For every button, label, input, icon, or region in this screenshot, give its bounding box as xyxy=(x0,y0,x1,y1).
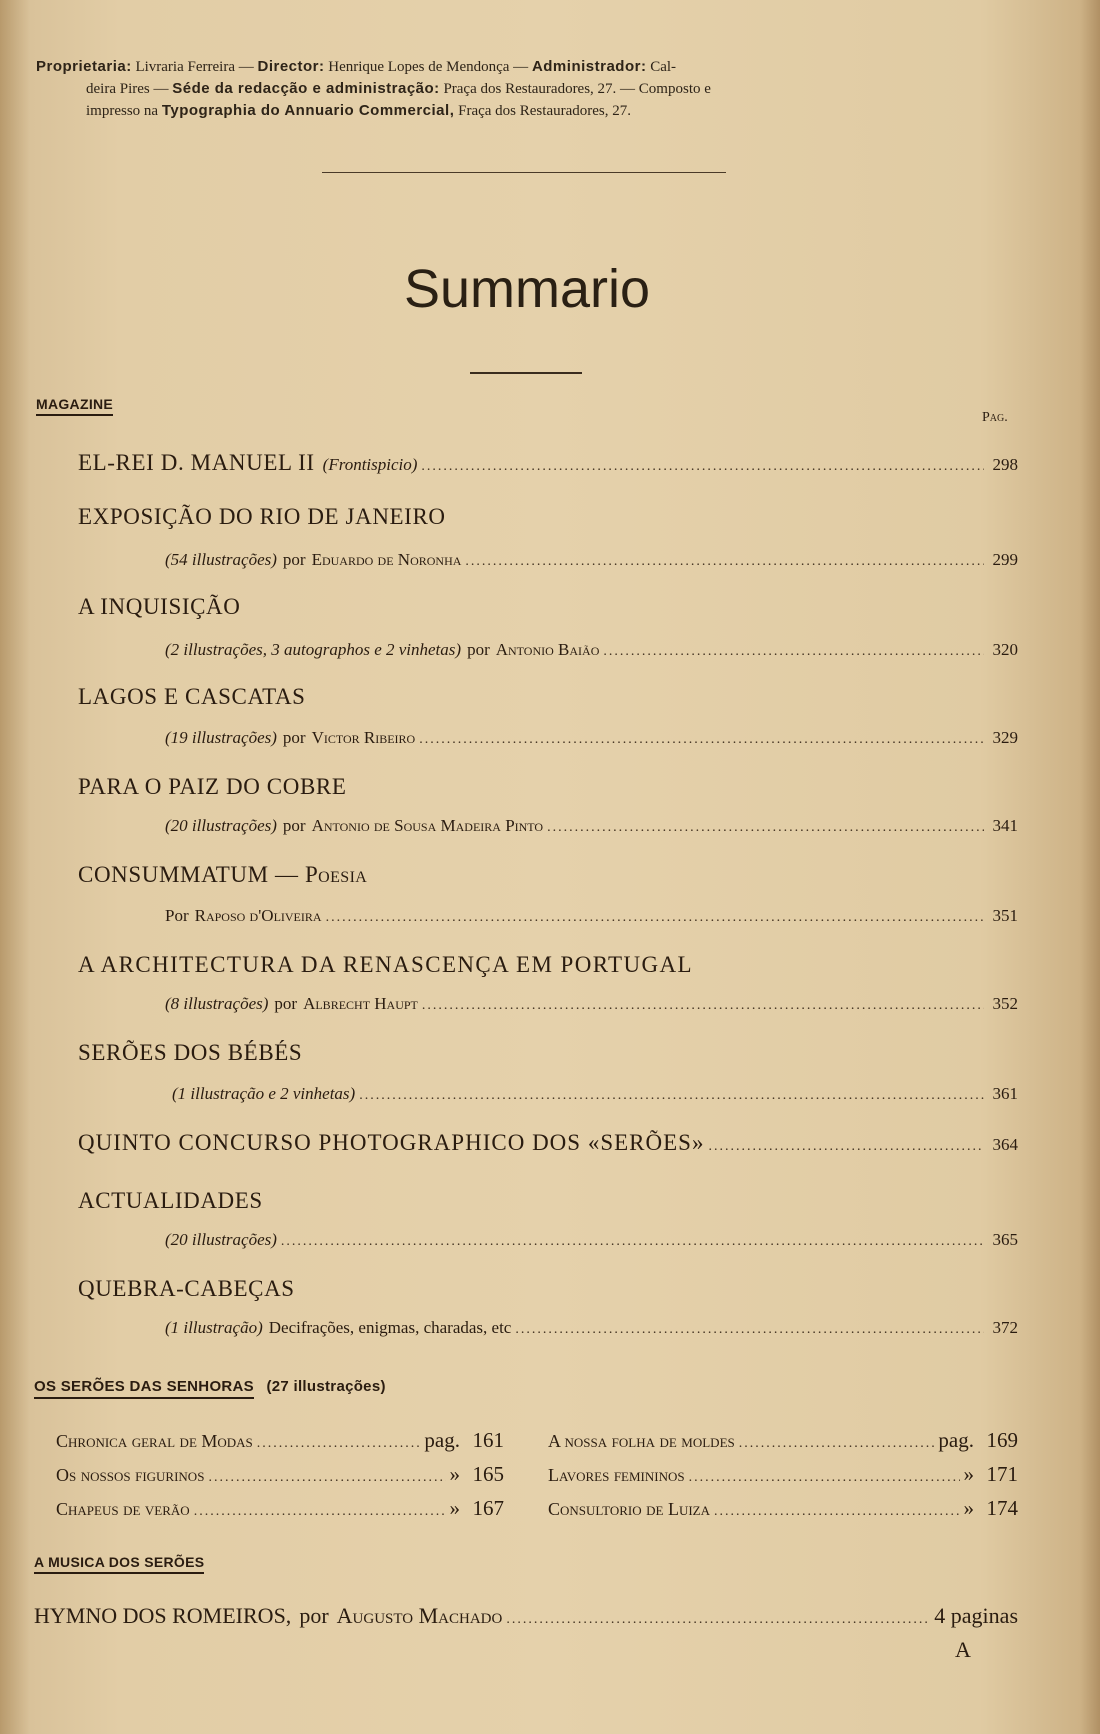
impresso-prefix: impresso na xyxy=(86,103,159,119)
leader-dots xyxy=(359,1088,984,1104)
toc-entry-title[interactable]: SERÕES DOS BÉBÉS xyxy=(78,1040,303,1065)
toc-entry-title[interactable]: EXPOSIÇÃO DO RIO DE JANEIRO xyxy=(78,504,446,529)
toc-entry-desc: (20 illustrações) xyxy=(165,816,277,835)
sede-value: Praça dos Restauradores, 27. — Composto e xyxy=(443,81,711,97)
section-magazine-label: MAGAZINE xyxy=(36,396,113,416)
toc-entry-page: 372 xyxy=(992,1318,1018,1337)
toc-entry-desc: (2 illustrações, 3 autographos e 2 vinhetas) xyxy=(165,640,462,659)
director-value: Henrique Lopes de Mendonça — xyxy=(328,59,529,75)
senhoras-entry[interactable] xyxy=(56,1462,504,1487)
leader-dots xyxy=(603,644,984,660)
senhoras-entry[interactable] xyxy=(56,1496,504,1521)
proprietaria-label: Proprietaria: xyxy=(36,58,132,75)
typographia-value: Fraça dos Restauradores, 27. xyxy=(458,103,631,119)
toc-entry[interactable] xyxy=(78,1130,1018,1156)
title-divider xyxy=(470,372,582,374)
senhoras-entry[interactable] xyxy=(56,1428,504,1453)
toc-entry-page: 298 xyxy=(992,455,1018,474)
section-musica xyxy=(34,1554,204,1570)
signature-mark: A xyxy=(955,1637,971,1662)
toc-entry-author: Victor Ribeiro xyxy=(311,728,416,747)
section-senhoras xyxy=(34,1378,386,1395)
senhoras-entry[interactable] xyxy=(548,1462,1018,1487)
toc-entry-desc: (1 illustração) xyxy=(165,1318,263,1337)
publisher-note-line-1 xyxy=(36,56,1036,78)
senhoras-entry[interactable] xyxy=(548,1496,1018,1521)
senhoras-entry-page: 169 xyxy=(986,1428,1018,1452)
toc-entry-author: Eduardo de Noronha xyxy=(311,550,462,569)
toc-entry[interactable] xyxy=(78,450,1018,476)
senhoras-entry-page: 174 xyxy=(986,1496,1018,1520)
toc-entry-detail xyxy=(165,640,1018,660)
leader-dots xyxy=(739,1436,935,1452)
toc-entry-page: 364 xyxy=(992,1135,1018,1154)
toc-entry-title: QUINTO CONCURSO PHOTOGRAPHICO DOS «SERÕES» xyxy=(78,1130,705,1155)
top-divider xyxy=(322,172,726,173)
toc-entry-page: 320 xyxy=(992,640,1018,659)
musica-pages: 4 paginas xyxy=(934,1603,1018,1628)
toc-entry-desc: (20 illustrações) xyxy=(165,1230,277,1249)
toc-entry-desc: (1 illustração e 2 vinhetas) xyxy=(172,1084,356,1103)
toc-entry-title-main: CONSUMMATUM — xyxy=(78,862,299,887)
publisher-note-line-2 xyxy=(36,78,1036,100)
leader-dots xyxy=(419,732,984,748)
toc-entry-page: 352 xyxy=(992,994,1018,1013)
toc-entry-by: Por xyxy=(165,906,189,925)
toc-entry-detail xyxy=(165,816,1018,836)
toc-entry-by: por xyxy=(282,550,306,569)
typographia-label: Typographia do Annuario Commercial, xyxy=(161,102,455,119)
senhoras-entry-prefix: pag. xyxy=(938,1428,974,1452)
senhoras-entry[interactable] xyxy=(548,1428,1018,1453)
toc-entry-page: 329 xyxy=(992,728,1018,747)
toc-entry-author: Antonio de Sousa Madeira Pinto xyxy=(311,816,544,835)
toc-entry-detail xyxy=(165,728,1018,748)
leader-dots xyxy=(421,459,984,475)
toc-entry-page: 341 xyxy=(992,816,1018,835)
section-senhoras-count: (27 illustrações) xyxy=(266,1378,386,1395)
administrador-label: Administrador: xyxy=(531,58,647,75)
toc-entry-title[interactable]: A INQUISIÇÃO xyxy=(78,594,241,619)
musica-title: HYMNO DOS ROMEIROS, xyxy=(34,1603,292,1628)
senhoras-entry-prefix: » xyxy=(963,1462,974,1486)
leader-dots xyxy=(208,1470,445,1486)
leader-dots xyxy=(257,1436,421,1452)
leader-dots xyxy=(281,1234,984,1250)
toc-entry-desc: (54 illustrações) xyxy=(165,550,277,569)
senhoras-entry-prefix: » xyxy=(449,1462,460,1486)
toc-entry-desc: (Frontispicio) xyxy=(322,455,418,474)
toc-entry-title[interactable]: ACTUALIDADES xyxy=(78,1188,263,1213)
toc-entry-title-sub: Poesia xyxy=(304,862,368,887)
publisher-note xyxy=(36,56,1036,122)
administrador-value: Cal- xyxy=(650,59,677,75)
leader-dots xyxy=(465,554,984,570)
leader-dots xyxy=(547,820,984,836)
section-musica-label: A MUSICA DOS SERÕES xyxy=(34,1554,204,1574)
proprietaria-value: Livraria Ferreira — xyxy=(135,59,254,75)
musica-author: Augusto Machado xyxy=(336,1603,503,1628)
toc-entry-title: EL-REI D. MANUEL II xyxy=(78,450,315,475)
toc-entry-title[interactable]: LAGOS E CASCATAS xyxy=(78,684,306,709)
leader-dots xyxy=(714,1504,959,1520)
administrador-name-cont: deira Pires — xyxy=(86,81,169,97)
leader-dots xyxy=(326,910,984,926)
musica-by: por xyxy=(299,1603,329,1628)
director-label: Director: xyxy=(257,58,325,75)
toc-entry-author: Antonio Baião xyxy=(495,640,600,659)
senhoras-entry-label: Os nossos figurinos xyxy=(56,1465,205,1485)
leader-dots xyxy=(194,1504,446,1520)
section-senhoras-label: OS SERÕES DAS SENHORAS xyxy=(34,1378,254,1399)
toc-entry-desc: (19 illustrações) xyxy=(165,728,277,747)
toc-entry-title[interactable]: PARA O PAIZ DO COBRE xyxy=(78,774,347,799)
leader-dots xyxy=(708,1139,984,1155)
leader-dots xyxy=(422,998,984,1014)
toc-entry-note: Decifrações, enigmas, charadas, etc xyxy=(268,1318,512,1337)
toc-entry-by: por xyxy=(467,640,490,659)
toc-entry-detail xyxy=(165,550,1018,570)
toc-entry-title[interactable] xyxy=(78,862,367,888)
sede-label: Séde da redacção e administração: xyxy=(172,80,440,97)
toc-entry-desc: (8 illustrações) xyxy=(165,994,269,1013)
toc-entry-detail xyxy=(165,994,1018,1014)
pag-column-header: Pag. xyxy=(982,410,1008,425)
senhoras-entry-prefix: » xyxy=(963,1496,974,1520)
toc-entry-by: por xyxy=(282,816,306,835)
senhoras-entry-page: 167 xyxy=(472,1496,504,1520)
toc-entry-author: Albrecht Haupt xyxy=(303,994,418,1013)
senhoras-entry-label: Lavores femininos xyxy=(548,1465,685,1485)
toc-entry-by: por xyxy=(274,994,298,1013)
toc-entry-detail xyxy=(172,1084,1018,1104)
senhoras-entry-label: Consultorio de Luiza xyxy=(548,1499,711,1519)
toc-entry-detail xyxy=(165,1318,1018,1338)
musica-entry[interactable] xyxy=(34,1603,1018,1629)
toc-entry-title[interactable]: QUEBRA-CABEÇAS xyxy=(78,1276,295,1301)
toc-entry-page: 299 xyxy=(992,550,1018,569)
senhoras-entry-label: Chapeus de verão xyxy=(56,1499,190,1519)
senhoras-entry-label: A nossa folha de moldes xyxy=(548,1431,735,1451)
toc-entry-detail xyxy=(165,906,1018,926)
senhoras-entry-page: 165 xyxy=(472,1462,504,1486)
senhoras-entry-page: 161 xyxy=(472,1428,504,1452)
toc-entry-page: 351 xyxy=(992,906,1018,925)
senhoras-entry-prefix: pag. xyxy=(424,1428,460,1452)
toc-entry-author: Raposo d'Oliveira xyxy=(194,906,322,925)
section-magazine xyxy=(36,396,113,412)
toc-entry-page: 361 xyxy=(992,1084,1018,1103)
toc-entry-by: por xyxy=(282,728,306,747)
toc-entry-detail xyxy=(165,1230,1018,1250)
leader-dots xyxy=(689,1470,960,1486)
senhoras-entry-prefix: » xyxy=(449,1496,460,1520)
publisher-note-line-3 xyxy=(36,100,1036,122)
senhoras-entry-page: 171 xyxy=(986,1462,1018,1486)
toc-entry-page: 365 xyxy=(992,1230,1018,1249)
leader-dots xyxy=(515,1322,984,1338)
toc-entry-title[interactable]: A ARCHITECTURA DA RENASCENÇA EM PORTUGAL xyxy=(78,952,693,977)
senhoras-entry-label: Chronica geral de Modas xyxy=(56,1431,253,1451)
page-title: Summario xyxy=(403,259,651,319)
leader-dots xyxy=(506,1612,930,1628)
